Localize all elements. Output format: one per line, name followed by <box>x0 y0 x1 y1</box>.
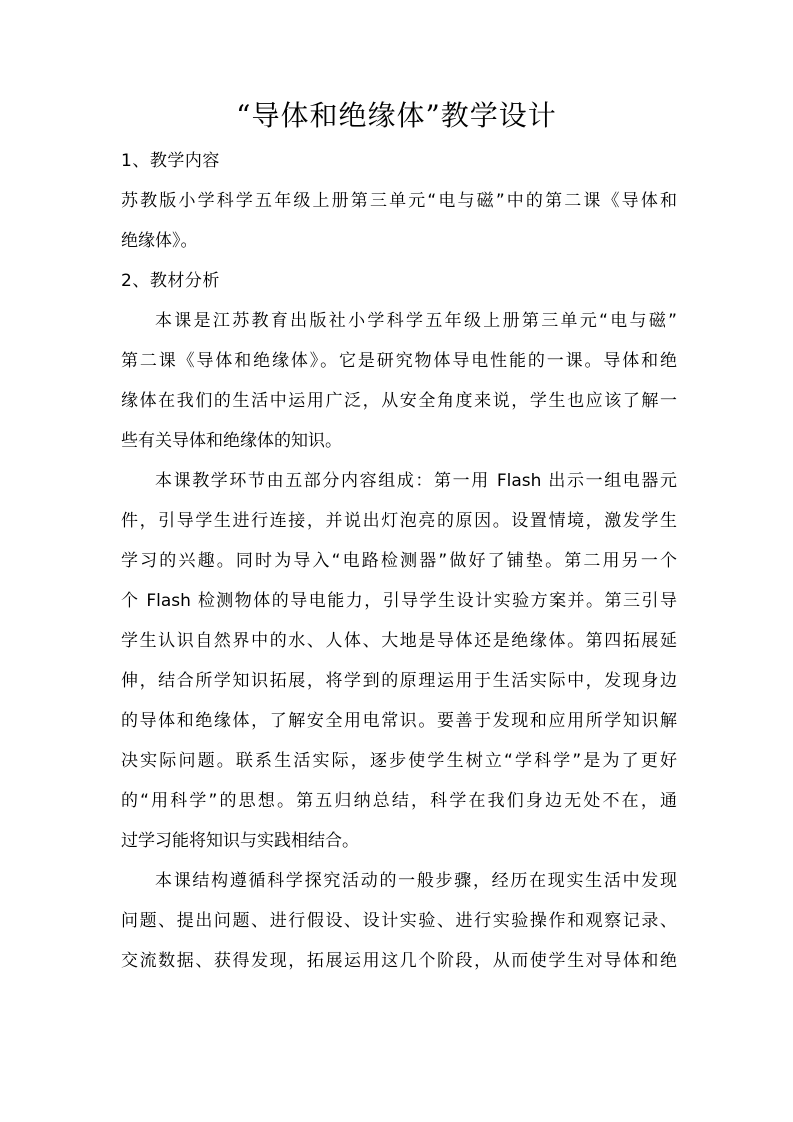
text-line: 本课教学环节由五部分内容组成：第一用 Flash 出示一组电器元 <box>155 471 677 491</box>
section-teaching-content-text <box>121 181 677 261</box>
section-heading-teaching-content: 1、教学内容 <box>121 151 220 171</box>
text-line: 些有关导体和绝缘体的知识。 <box>121 431 342 451</box>
text-line: 问题、提出问题、进行假设、设计实验、进行实验操作和观察记录、 <box>121 911 677 931</box>
section-heading-material-analysis: 2、教材分析 <box>121 271 220 291</box>
text-line: 件，引导学生进行连接，并说出灯泡亮的原因。设置情境，激发学生 <box>121 511 677 531</box>
paragraph-course-structure <box>121 861 677 981</box>
document-body <box>121 141 677 981</box>
text-line: 第二课《导体和绝缘体》。它是研究物体导电性能的一课。导体和绝 <box>121 351 677 371</box>
text-line: 个 Flash 检测物体的导电能力，引导学生设计实验方案并。第三引导 <box>121 591 677 611</box>
text-line: 的“用科学”的思想。第五归纳总结，科学在我们身边无处不在，通 <box>121 791 677 811</box>
document-title: “导体和绝缘体”教学设计 <box>236 99 557 132</box>
text-line: 学习的兴趣。同时为导入“电路检测器”做好了铺垫。第二用另一个 <box>121 551 677 571</box>
text-line: 本课是江苏教育出版社小学科学五年级上册第三单元“电与磁” <box>155 311 677 331</box>
text-line: 学生认识自然界中的水、人体、大地是导体还是绝缘体。第四拓展延 <box>121 631 677 651</box>
text-line: 伸，结合所学知识拓展，将学到的原理运用于生活实际中，发现身边 <box>121 671 677 691</box>
text-line: 交流数据、获得发现，拓展运用这几个阶段，从而使学生对导体和绝 <box>121 951 677 971</box>
text-line: 过学习能将知识与实践相结合。 <box>121 831 359 851</box>
text-line: 决实际问题。联系生活实际，逐步使学生树立“学科学”是为了更好 <box>121 751 677 771</box>
text-line: 绝缘体》。 <box>121 231 198 251</box>
paragraph-course-overview <box>121 301 677 461</box>
text-line: 苏教版小学科学五年级上册第三单元“电与磁”中的第二课《导体和 <box>121 191 677 211</box>
paragraph-teaching-steps <box>121 461 677 861</box>
text-line: 的导体和绝缘体，了解安全用电常识。要善于发现和应用所学知识解 <box>121 711 677 731</box>
text-line: 缘体在我们的生活中运用广泛，从安全角度来说，学生也应该了解一 <box>121 391 677 411</box>
text-line: 本课结构遵循科学探究活动的一般步骤，经历在现实生活中发现 <box>155 871 677 891</box>
